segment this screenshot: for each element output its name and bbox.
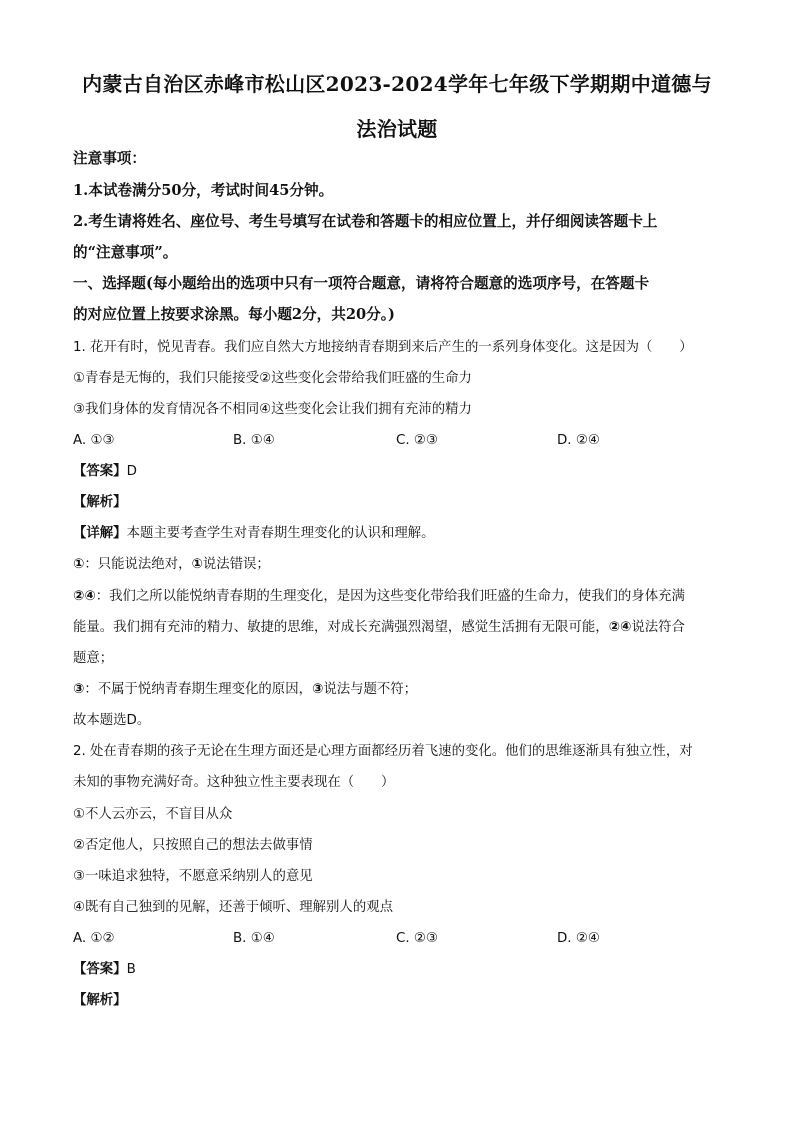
q1-explain-3 bbox=[73, 681, 733, 699]
q2-statement-3: ③一味追求独特，不愿意采纳别人的意见 bbox=[73, 869, 313, 884]
q1-option-b: B. ①④ bbox=[233, 433, 275, 448]
document-title-line-1: 内蒙古自治区赤峰市松山区2023-2024学年七年级下学期期中道德与 bbox=[82, 72, 712, 96]
document-title-line-2: 法治试题 bbox=[356, 117, 438, 141]
q1-explain-3-text: ：不属于悦纳青春期生理变化的原因， bbox=[84, 682, 312, 697]
q2-answer bbox=[73, 961, 733, 979]
q1-explain-3-mark-2: ③ bbox=[311, 682, 324, 697]
q1-explain-1 bbox=[73, 556, 733, 574]
q2-answer-label: 【答案】 bbox=[73, 962, 127, 977]
q1-explain-2-line-2-tail: 说法符合 bbox=[631, 620, 685, 635]
q1-explain-1-text: ：只能说法绝对， bbox=[84, 557, 192, 572]
q1-statements-b: ③我们身体的发育情况各不相同④这些变化会让我们拥有充沛的精力 bbox=[73, 402, 472, 417]
q1-explain-2-line-2-mark: ②④ bbox=[608, 620, 632, 635]
q1-answer-label: 【答案】 bbox=[73, 464, 127, 479]
q1-stem: 1. 花开有时，悦见青春。我们应自然大方地接纳青春期到来后产生的一系列身体变化。这是因为（ ） bbox=[73, 340, 693, 355]
q1-detail-text: 本题主要考查学生对青春期生理变化的认识和理解。 bbox=[126, 526, 435, 541]
q1-detail-label: 【详解】 bbox=[73, 526, 127, 541]
q2-statement-4: ④既有自己独到的见解，还善于倾听、理解别人的观点 bbox=[73, 900, 393, 915]
note-2-line-1: 2.考生请将姓名、座位号、考生号填写在试卷和答题卡的相应位置上，并仔细阅读答题卡上 bbox=[73, 213, 658, 230]
q1-analysis bbox=[73, 494, 733, 512]
q1-option-c: C. ②③ bbox=[396, 433, 438, 448]
q2-option-c: C. ②③ bbox=[396, 931, 438, 946]
q1-option-d: D. ②④ bbox=[557, 433, 600, 448]
q1-explain-1-text-2: 说法错误； bbox=[202, 557, 270, 572]
q1-explain-1-mark: ① bbox=[73, 557, 85, 572]
q2-option-d: D. ②④ bbox=[557, 931, 600, 946]
section-1-heading-line-2: 的对应位置上按要求涂黑。每小题2分，共20分。) bbox=[73, 306, 395, 323]
q2-stem-line-2: 未知的事物充满好奇。这种独立性主要表现在（ ） bbox=[73, 775, 395, 790]
q2-statement-2: ②否定他人，只按照自己的想法去做事情 bbox=[73, 838, 313, 853]
q1-statements-a: ①青春是无悔的，我们只能接受②这些变化会带给我们旺盛的生命力 bbox=[73, 371, 472, 386]
q1-explain-2-line-2-text: 能量。我们拥有充沛的精力、敏捷的思维，对成长充满强烈渴望，感觉生活拥有无限可能， bbox=[73, 620, 609, 635]
q2-analysis bbox=[73, 992, 733, 1010]
q2-statement-1: ①不人云亦云，不盲目从众 bbox=[73, 807, 233, 822]
q1-detail bbox=[73, 525, 733, 543]
q1-explain-2-line-2 bbox=[73, 619, 733, 637]
q2-analysis-label: 【解析】 bbox=[73, 993, 127, 1008]
q1-explain-2-line-3: 题意； bbox=[73, 651, 114, 666]
q1-analysis-label: 【解析】 bbox=[73, 495, 127, 510]
q1-explain-3-mark: ③ bbox=[73, 682, 85, 697]
q2-stem-line-1: 2. 处在青春期的孩子无论在生理方面还是心理方面都经历着飞速的变化。他们的思维逐渐具有独立性，对 bbox=[73, 744, 693, 759]
notes-heading: 注意事项： bbox=[73, 150, 146, 167]
q2-option-a: A. ①② bbox=[73, 931, 115, 946]
q1-answer-value: D bbox=[126, 464, 137, 479]
note-1: 1.本试卷满分50分，考试时间45分钟。 bbox=[73, 182, 334, 199]
note-2-line-2: 的“注意事项”。 bbox=[73, 244, 178, 261]
q1-answer bbox=[73, 463, 733, 481]
q1-explain-2-text: ：我们之所以能悦纳青春期的生理变化，是因为这些变化带给我们旺盛的生命力，使我们的身体充满 bbox=[95, 589, 685, 604]
q1-conclusion: 故本题选D。 bbox=[73, 713, 151, 728]
q1-explain-1-mark-2: ① bbox=[191, 557, 203, 572]
q1-explain-2-line-1 bbox=[73, 588, 733, 606]
q2-option-b: B. ①④ bbox=[233, 931, 275, 946]
q2-answer-value: B bbox=[126, 962, 136, 977]
q1-explain-3-text-2: 说法与题不符； bbox=[323, 682, 418, 697]
q1-explain-2-mark: ②④ bbox=[73, 589, 96, 604]
section-1-heading-line-1: 一、选择题(每小题给出的选项中只有一项符合题意，请将符合题意的选项序号，在答题卡 bbox=[73, 275, 650, 292]
q1-option-a: A. ①③ bbox=[73, 433, 115, 448]
